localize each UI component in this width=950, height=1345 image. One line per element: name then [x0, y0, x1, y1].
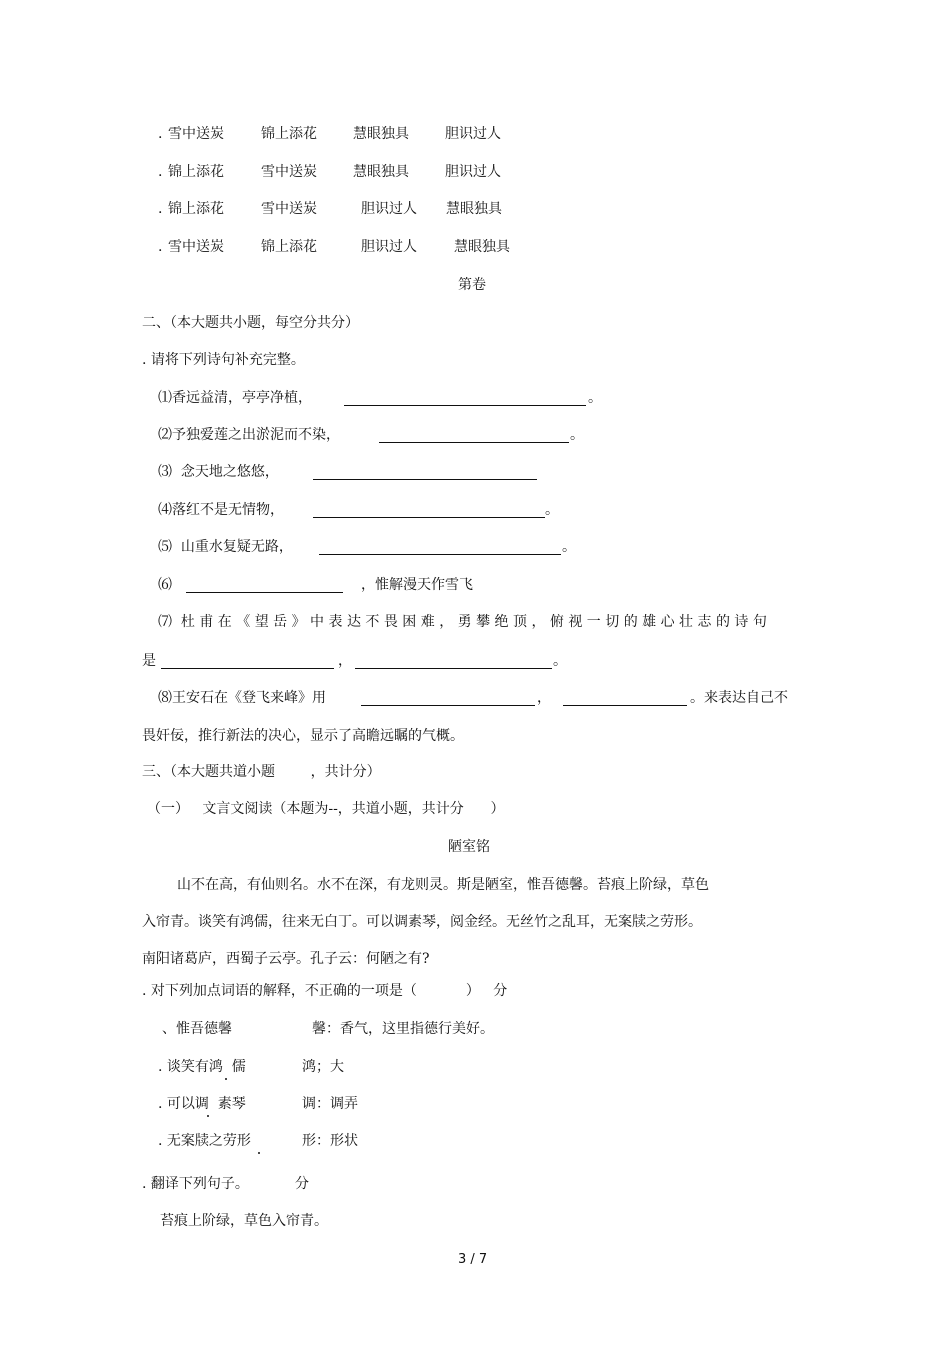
answer-blank[interactable]: [344, 405, 586, 406]
answer-blank[interactable]: [161, 668, 334, 669]
option-marker: .: [158, 201, 163, 217]
option-word: 雪中送炭: [261, 201, 317, 217]
emphasis-dot: [258, 1152, 260, 1154]
poem-item-suffix: 。: [545, 502, 559, 518]
poem-item-text: ⑺ 杜 甫 在 《 望 岳 》 中 表 达 不 畏 困 难 ， 勇 攀 绝 顶 ， 俯 视 一 切 的 雄 心 壮 志 的 诗 句: [158, 614, 767, 630]
answer-blank[interactable]: [355, 668, 552, 669]
volume-title: 第卷: [458, 277, 486, 293]
question-stem: . 对下列加点词语的解释，不正确的一项是（ ） 分: [142, 983, 508, 999]
answer-blank[interactable]: [313, 479, 537, 480]
explain-phrase: 、惟吾德馨: [162, 1021, 232, 1037]
option-marker: .: [158, 164, 163, 180]
poem-item-prefix: ⑷落红不是无情物，: [158, 502, 284, 518]
explain-phrase: . 谈笑有鸿 儒: [158, 1059, 246, 1075]
option-word: 慧眼独具: [353, 164, 409, 180]
poem-item-text: 畏奸佞，推行新法的决心，显示了高瞻远瞩的气概。: [142, 728, 464, 744]
option-word: 胆识过人: [445, 126, 501, 142]
poem-item-text: ⑻王安石在《登飞来峰》用: [158, 690, 326, 706]
emphasis-dot: [207, 1115, 209, 1117]
answer-blank[interactable]: [319, 554, 561, 555]
page-number: 3 / 7: [458, 1252, 488, 1267]
passage-title: 陋室铭: [448, 839, 490, 855]
explain-gloss: 鸿；大: [302, 1059, 344, 1075]
explain-gloss: 馨：香气，这里指德行美好。: [312, 1021, 494, 1037]
explain-phrase: . 可以调 素琴: [158, 1096, 246, 1112]
question-stem: . 翻译下列句子。: [142, 1176, 249, 1192]
poem-item-suffix: 。: [588, 390, 602, 406]
poem-item-comma: ，: [537, 690, 551, 706]
poem-item-suffix: 。: [553, 653, 567, 669]
option-marker: .: [158, 126, 163, 142]
answer-blank[interactable]: [379, 442, 569, 443]
option-word: 慧眼独具: [353, 126, 409, 142]
option-word: 胆识过人: [445, 164, 501, 180]
passage-line: 南阳诸葛庐，西蜀子云亭。孔子云：何陋之有?: [142, 951, 430, 967]
option-word: 锦上添花: [168, 201, 224, 217]
translate-sentence: 苔痕上阶绿，草色入帘青。: [160, 1213, 328, 1229]
option-word: 雪中送炭: [168, 239, 224, 255]
explain-gloss: 形：形状: [302, 1133, 358, 1149]
explain-gloss: 调：调弄: [302, 1096, 358, 1112]
passage-line: 入帘青。谈笑有鸿儒，往来无白丁。可以调素琴，阅金经。无丝竹之乱耳，无案牍之劳形。: [142, 914, 702, 930]
answer-blank[interactable]: [313, 517, 545, 518]
section-heading: 二、（本大题共小题，每空分共分）: [142, 315, 359, 331]
poem-item-prefix: ⑸ 山重水复疑无路，: [158, 539, 293, 555]
option-word: 胆识过人: [361, 201, 417, 217]
option-word: 锦上添花: [261, 239, 317, 255]
poem-item-comma: ，: [338, 653, 352, 669]
poem-item-prefix: ⑶ 念天地之悠悠，: [158, 464, 279, 480]
option-word: 胆识过人: [361, 239, 417, 255]
answer-blank[interactable]: [186, 592, 343, 593]
poem-item-suffix: 。: [570, 427, 584, 443]
poem-item-prefix: ⑹: [158, 577, 172, 593]
poem-item-prefix: 是: [142, 653, 156, 669]
option-word: 雪中送炭: [168, 126, 224, 142]
poem-item-suffix: 。: [562, 539, 576, 555]
question-stem: . 请将下列诗句补充完整。: [142, 352, 305, 368]
sub-heading: （一） 文言文阅读（本题为--，共道小题，共计分 ）: [147, 801, 505, 817]
passage-line: 山不在高，有仙则名。水不在深，有龙则灵。斯是陋室，惟吾德馨。苔痕上阶绿，草色: [177, 877, 709, 893]
poem-item-suffix: 。来表达自己不: [690, 690, 788, 706]
answer-blank[interactable]: [563, 705, 687, 706]
option-word: 慧眼独具: [454, 239, 510, 255]
option-marker: .: [158, 239, 163, 255]
option-word: 雪中送炭: [261, 164, 317, 180]
poem-item-suffix: ，惟解漫天作雪飞: [361, 577, 473, 593]
option-word: 锦上添花: [168, 164, 224, 180]
emphasis-dot: [225, 1078, 227, 1080]
option-word: 慧眼独具: [446, 201, 502, 217]
section-heading: 三、（本大题共道小题 ，共计分）: [142, 764, 381, 780]
option-word: 锦上添花: [261, 126, 317, 142]
poem-item-prefix: ⑵予独爱莲之出淤泥而不染，: [158, 427, 340, 443]
poem-item-prefix: ⑴香远益清，亭亭净植，: [158, 390, 312, 406]
question-score: 分: [295, 1176, 309, 1192]
answer-blank[interactable]: [361, 705, 535, 706]
explain-phrase: . 无案牍之劳形: [158, 1133, 251, 1149]
